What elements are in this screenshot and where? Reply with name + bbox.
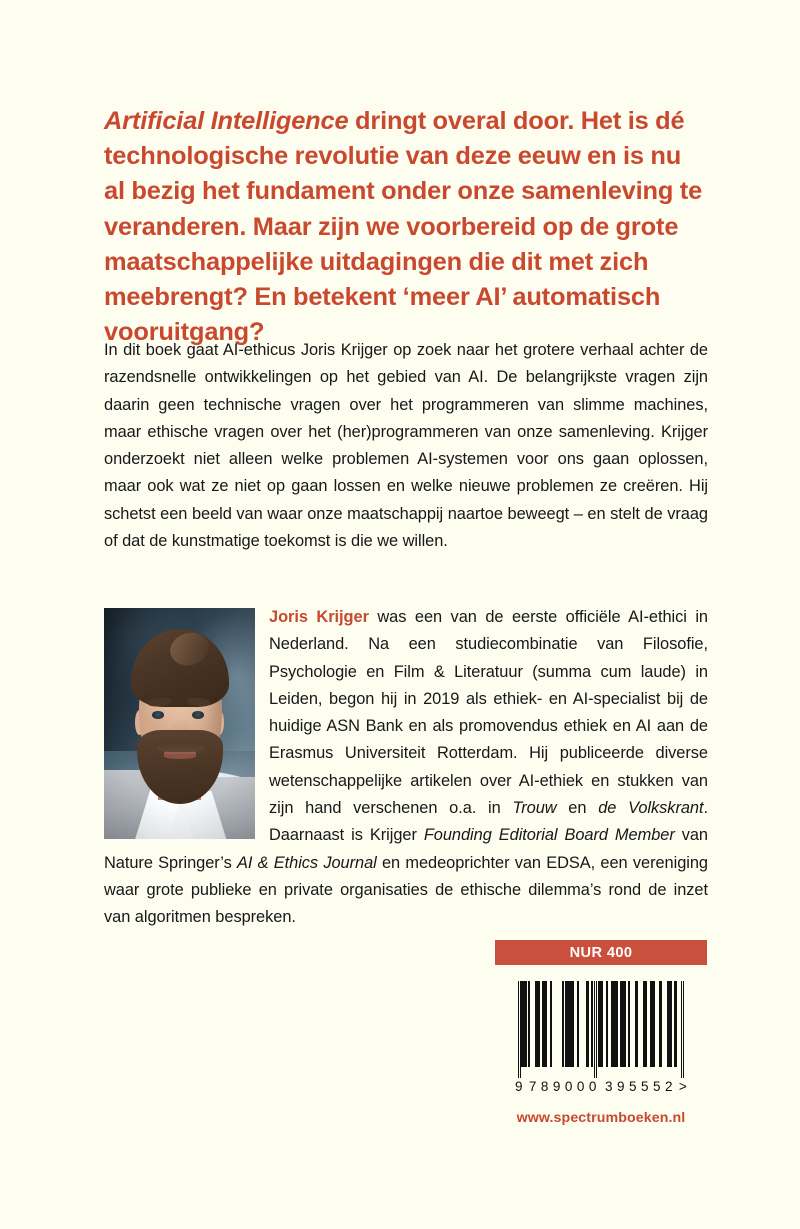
isbn-group-2: 3 9 5 5 5 2	[604, 1079, 673, 1094]
barcode-zone	[495, 940, 707, 1126]
bio-italic-volkskrant: de Volkskrant	[598, 799, 704, 818]
bio-part-4: van Nature Springer’s	[104, 826, 708, 872]
isbn-trailer: >	[678, 1079, 687, 1094]
author-bio-block	[104, 604, 708, 932]
nur-badge: NUR 400	[495, 940, 707, 965]
headline-rest: dringt overal door. Het is dé technologische revolutie van deze eeuw en is nu al bezig het fundament onder onze samenleving te veranderen. Maar zijn we voorbereid op de grote maatschappelijke uitdagingen die dit met zich meebrengt? En betekent ‘meer AI’ automatisch vooruitgang?	[104, 107, 703, 347]
barcode-digits	[515, 1079, 687, 1094]
publisher-website: www.spectrumboeken.nl	[516, 1110, 686, 1126]
author-portrait-photo	[104, 608, 255, 839]
barcode-bars	[518, 981, 683, 1078]
bio-part-1: was een van de eerste officiële AI-ethici in Nederland. Na een studiecombinatie van Filosofie, Psychologie en Film & Literatuur (summa cum laude) in Leiden, begon hij in 2019 als ethiek- en AI-specialist bij de huidige ASN Bank en als promovendus ethiek en AI aan de Erasmus Universiteit Rotterdam. Hij publiceerde diverse wetenschappelijke artikelen over AI-ethiek en stukken van zijn hand verschenen o.a. in	[269, 608, 708, 818]
bio-part-3: . Daarnaast is Krijger	[269, 799, 708, 845]
isbn-barcode	[495, 965, 707, 1094]
bio-italic-journal: AI & Ethics Journal	[236, 853, 377, 872]
bio-part-2: en	[556, 799, 599, 818]
author-name: Joris Krijger	[269, 608, 369, 626]
isbn-group-1: 7 8 9 0 0 0	[528, 1079, 597, 1094]
headline-emphasis: Artificial Intelligence	[104, 107, 349, 135]
bio-part-5: en medeoprichter van EDSA, een vereniging waar grote publieke en private organisaties de ethische dilemma’s rond de inzet van algoritmen bespreken.	[104, 853, 708, 927]
bio-italic-board-member: Founding Editorial Board Member	[423, 826, 675, 845]
bio-italic-trouw: Trouw	[512, 799, 557, 818]
cover-headline	[104, 104, 708, 350]
portrait-vignette	[104, 608, 255, 839]
book-description: In dit boek gaat AI-ethicus Joris Krijger op zoek naar het grotere verhaal achter de razendsnelle ontwikkelingen op het gebied van AI. De belangrijkste vragen zijn daarin geen technische vragen over het programmeren van slimme machines, maar ethische vragen over het (her)programmeren van onze samenleving. Krijger onderzoekt niet alleen welke problemen AI-systemen voor ons gaan oplossen, maar ook wat ze niet op gaan lossen en welke nieuwe problemen ze creëren. Hij schetst een beeld van waar onze maatschappij naartoe beweegt – en stelt de vraag of dat de kunstmatige toekomst is die we willen.	[104, 341, 708, 551]
isbn-lead-digit: 9	[515, 1079, 523, 1094]
